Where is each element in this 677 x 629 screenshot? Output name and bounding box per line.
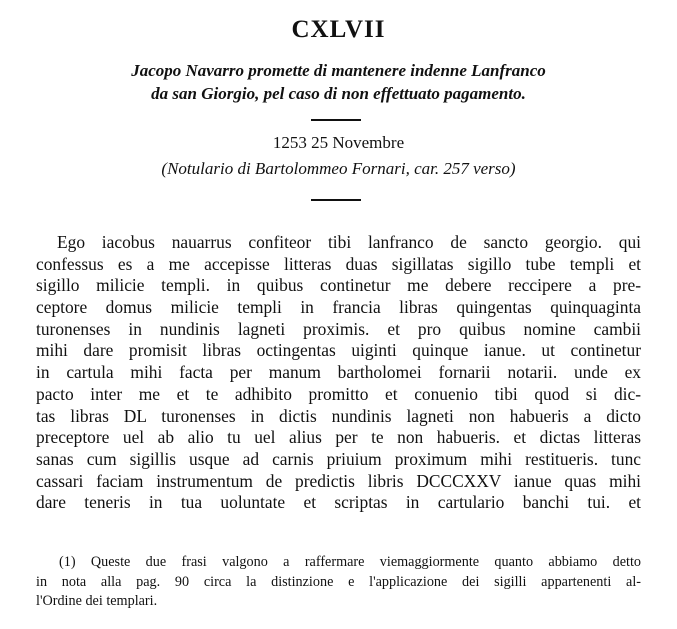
document-source: (Notulario di Bartolommeo Fornari, car. 257 verso) (161, 159, 516, 178)
body-line: in cartula mihi facta per manum bartholomei fornarii notarii. unde ex (36, 362, 641, 383)
body-line: sigillo milicie templi. in quibus continetur me debere reccipere a pre- (36, 275, 641, 296)
body-line: preceptore uel ab alio tu uel alius per te non habueris. et dictas litteras (36, 427, 641, 448)
document-number: CXLVII (291, 16, 386, 43)
separator-rule (311, 199, 361, 201)
document-body (36, 232, 641, 514)
body-line: sanas cum sigillis usque ad carnis priuium proximum mihi restitueris. tunc (36, 448, 641, 469)
body-line: cassari faciam instrumentum de predictis libris DCCCXXV ianue quas mihi (36, 470, 641, 491)
summary-line: Jacopo Navarro promette di mantenere indenne Lanfranco (131, 61, 546, 80)
body-line: tas libras DL turonenses in dictis nundinis lagneti non habueris a dicto (36, 405, 641, 426)
footnote (36, 553, 641, 612)
footnote-line: in nota alla pag. 90 circa la distinzione e l'applicazione dei sigilli appartenenti al- (36, 573, 641, 590)
document-date: 1253 25 Novembre (272, 133, 405, 152)
body-line: dare teneris in tua uoluntate et scriptas in cartulario banchi tui. et (36, 492, 641, 513)
body-line: mihi dare promisit libras octingentas uiginti quinque ianue. ut continetur (36, 340, 641, 361)
footnote-line: l'Ordine dei templari. (36, 593, 158, 609)
separator-rule (311, 119, 361, 121)
body-line: turonenses in nundinis lagneti proximis. et pro quibus nomine cambii (36, 318, 641, 339)
body-line: ceptore domus milicie templi in francia libras quingentas quinquaginta (36, 297, 641, 318)
summary-line: da san Giorgio, pel caso di non effettuato pagamento. (151, 84, 526, 103)
body-line: Ego iacobus nauarrus confiteor tibi lanfranco de sancto georgio. qui (57, 232, 641, 252)
body-line: confessus es a me accepisse litteras duas sigillatas sigillo tube templi et (36, 253, 641, 274)
body-line: pacto inter me et te adhibito promitto et conuenio tibi quod si dic- (36, 383, 641, 404)
footnote-line: (1) Queste due frasi valgono a raffermare viemaggiormente quanto abbiamo detto (59, 554, 641, 570)
